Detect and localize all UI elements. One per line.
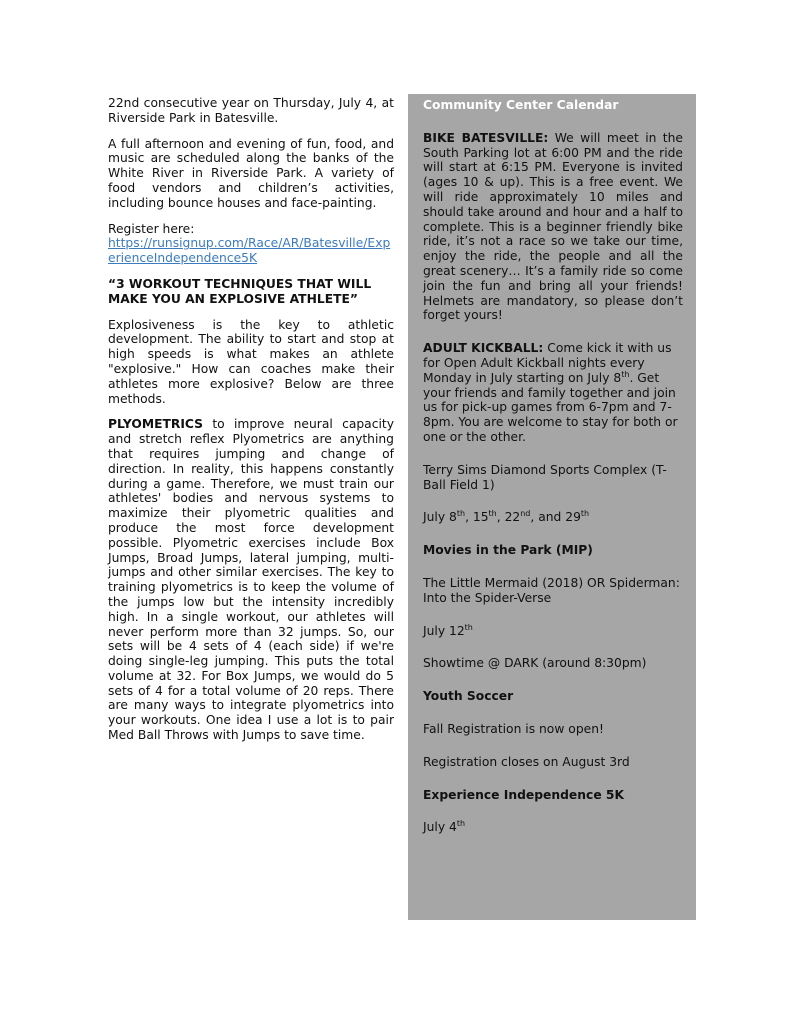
movies-heading: Movies in the Park (MIP) — [423, 543, 593, 558]
date-part: July 8 — [423, 510, 457, 525]
soccer-registration-close: Registration closes on August 3rd — [423, 754, 630, 769]
ordinal-suffix: th — [456, 509, 466, 519]
date-part: July 4 — [423, 820, 457, 835]
article-title: “3 WORKOUT TECHNIQUES THAT WILL MAKE YOU AN EXPLOSIVE ATHLETE” — [108, 276, 372, 306]
register-label: Register here: — [108, 221, 195, 236]
intro-continued: 22nd consecutive year on Thursday, July 4, at Riverside Park in Batesville. — [108, 96, 394, 125]
date-part: , 22 — [496, 510, 521, 525]
bike-batesville-text: We will meet in the South Parking lot at 6:00 PM and the ride will start at 6:15 PM. Everyone is invited (ages 10 & up). This is a free event. We will ride approximately 10 miles and should take around and hour and a half to complete. This is a beginner friendly bike ride, it’s not a race so we take our time, enjoy the ride, the people and all the great scenery… It’s a family ride so come join the fun and bring all your friends! Helmets are mandatory, so please don’t forget yours! — [423, 130, 683, 323]
festivities-paragraph: A full afternoon and evening of fun, food, and music are scheduled along the banks of the White River in Riverside Park. A variety of food vendors and children’s activities, including bounce houses and face-painting. — [108, 136, 394, 210]
date-part: , and 29 — [530, 510, 581, 525]
adult-kickball-label: ADULT KICKBALL: — [423, 341, 544, 356]
plyometrics-paragraph — [108, 417, 394, 743]
date-part: July 12 — [423, 623, 465, 638]
ordinal-suffix: th — [464, 622, 473, 632]
register-link[interactable]: https://runsignup.com/Race/AR/Batesville/ExperienceIndependence5K — [108, 236, 391, 266]
adult-kickball-text: Come kick it with us for Open Adult Kickball nights every Monday in July starting on July 8 — [423, 341, 672, 385]
movies-date — [423, 624, 683, 639]
soccer-registration-open: Fall Registration is now open! — [423, 721, 604, 736]
community-calendar-sidebar — [408, 94, 696, 920]
ordinal-suffix: th — [488, 509, 497, 519]
date-part: , 15 — [465, 510, 489, 525]
explosiveness-paragraph: Explosiveness is the key to athletic development. The ability to start and stop at high speeds is what makes an athlete "explosive." How can coaches make their athletes more explosive? Below are three methods. — [108, 317, 394, 406]
sidebar-title: Community Center Calendar — [423, 98, 619, 112]
adult-kickball-paragraph — [423, 341, 683, 445]
movies-titles: The Little Mermaid (2018) OR Spiderman: Into the Spider-Verse — [423, 575, 680, 605]
ordinal-suffix: th — [456, 819, 466, 829]
ordinal-suffix: th — [621, 369, 630, 379]
register-paragraph — [108, 222, 394, 266]
bike-batesville-label: BIKE BATESVILLE: — [423, 130, 549, 145]
plyometrics-text: to improve neural capacity and stretch reflex Plyometrics are anything that requires jumping and change of direction. In reality, this happens constantly during a game. Therefore, we must train our athletes' bodies and nervous systems to maximize their plyometric qualities and produce the most force development possible. Plyometric exercises include Box Jumps, Broad Jumps, lateral jumping, multi-jumps and other similar exercises. The key to training plyometrics is to keep the volume of the jumps low but the intensity incredibly high. In a single workout, our athletes will never perform more than 32 jumps. So, our sets will be 4 sets of 4 (each side) if we're doing single-leg jumping. This puts the total volume at 32. For Box Jumps, we would do 5 sets of 4 for a total volume of 20 reps. There are many ways to integrate plyometrics into your workouts. One idea I use a lot is to pair Med Ball Throws with Jumps to save time. — [108, 417, 394, 743]
plyometrics-label: PLYOMETRICS — [108, 417, 204, 432]
bike-batesville-paragraph — [423, 131, 683, 323]
kickball-dates — [423, 510, 683, 525]
independence-5k-heading: Experience Independence 5K — [423, 787, 625, 802]
adult-kickball-text-cont: . Get your friends and family together and join us for pick-up games from 6-7pm and 7-8pm. You are welcome to stay for both or one or the other. — [423, 370, 678, 444]
kickball-location: Terry Sims Diamond Sports Complex (T-Ball Field 1) — [423, 462, 667, 492]
movies-showtime: Showtime @ DARK (around 8:30pm) — [423, 656, 647, 671]
youth-soccer-heading: Youth Soccer — [423, 689, 514, 704]
left-column — [108, 96, 394, 754]
ordinal-suffix: th — [580, 509, 590, 519]
ordinal-suffix: nd — [520, 509, 531, 519]
independence-5k-date — [423, 820, 683, 835]
